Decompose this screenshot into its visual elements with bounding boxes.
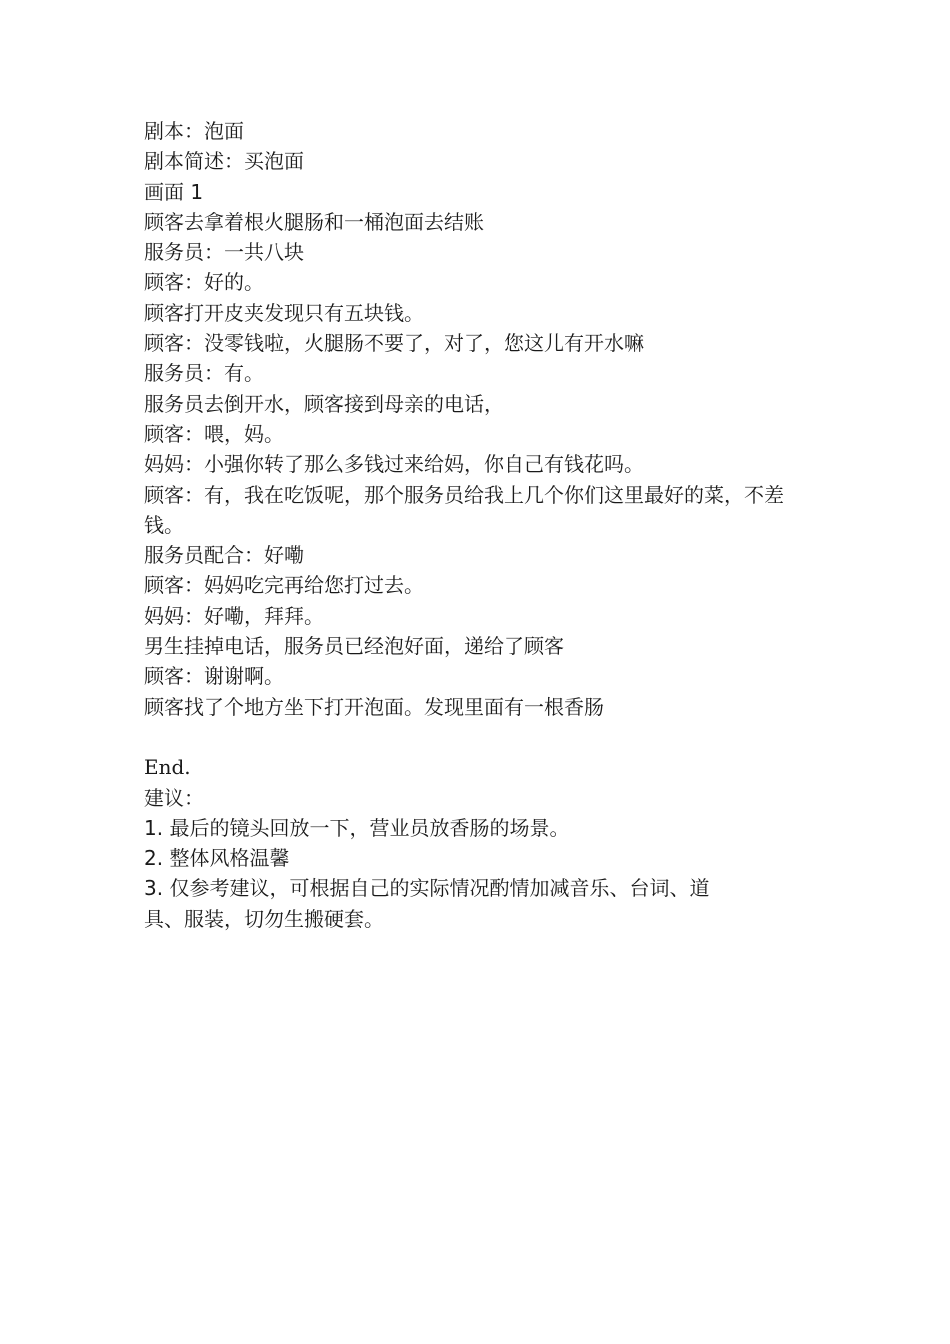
script-line: 男生挂掉电话，服务员已经泡好面，递给了顾客 (144, 634, 564, 659)
suggestion-item-continued: 具、服装，切勿生搬硬套。 (144, 906, 384, 931)
script-line: 服务员去倒开水，顾客接到母亲的电话， (144, 391, 504, 416)
script-line: 顾客：妈妈吃完再给您打过去。 (144, 573, 424, 598)
script-line: 服务员：一共八块 (144, 240, 304, 265)
suggestion-item: 3. 仅参考建议，可根据自己的实际情况酌情加减音乐、台词、道 (144, 876, 710, 901)
script-text (144, 116, 804, 934)
script-line: 顾客：有，我在吃饭呢，那个服务员给我上几个你们这里最好的菜，不差钱。 (144, 482, 784, 537)
blank-line (144, 722, 804, 752)
script-line: 顾客：没零钱啦，火腿肠不要了，对了，您这儿有开水嘛 (144, 331, 644, 356)
script-line: 顾客打开皮夹发现只有五块钱。 (144, 300, 424, 325)
script-title: 剧本：泡面 (144, 119, 244, 143)
suggestions-title: 建议： (144, 785, 204, 810)
suggestion-item: 1. 最后的镜头回放一下，营业员放香肠的场景。 (144, 815, 570, 840)
scene-heading: 画面 1 (144, 179, 204, 204)
suggestion-item: 2. 整体风格温馨 (144, 846, 290, 871)
script-line: 顾客找了个地方坐下打开泡面。发现里面有一根香肠 (144, 694, 604, 719)
script-summary: 剧本简述：买泡面 (144, 149, 304, 174)
script-line: 妈妈：小强你转了那么多钱过来给妈，你自己有钱花吗。 (144, 452, 644, 477)
script-line: 妈妈：好嘞，拜拜。 (144, 603, 324, 628)
script-line: 服务员：有。 (144, 361, 264, 386)
script-line: 顾客去拿着根火腿肠和一桶泡面去结账 (144, 209, 484, 234)
script-line: 服务员配合：好嘞 (144, 543, 304, 568)
script-line: 顾客：谢谢啊。 (144, 664, 284, 689)
script-line: 顾客：喂，妈。 (144, 421, 284, 446)
script-line: 顾客：好的。 (144, 270, 264, 295)
end-marker: End. (144, 755, 191, 780)
